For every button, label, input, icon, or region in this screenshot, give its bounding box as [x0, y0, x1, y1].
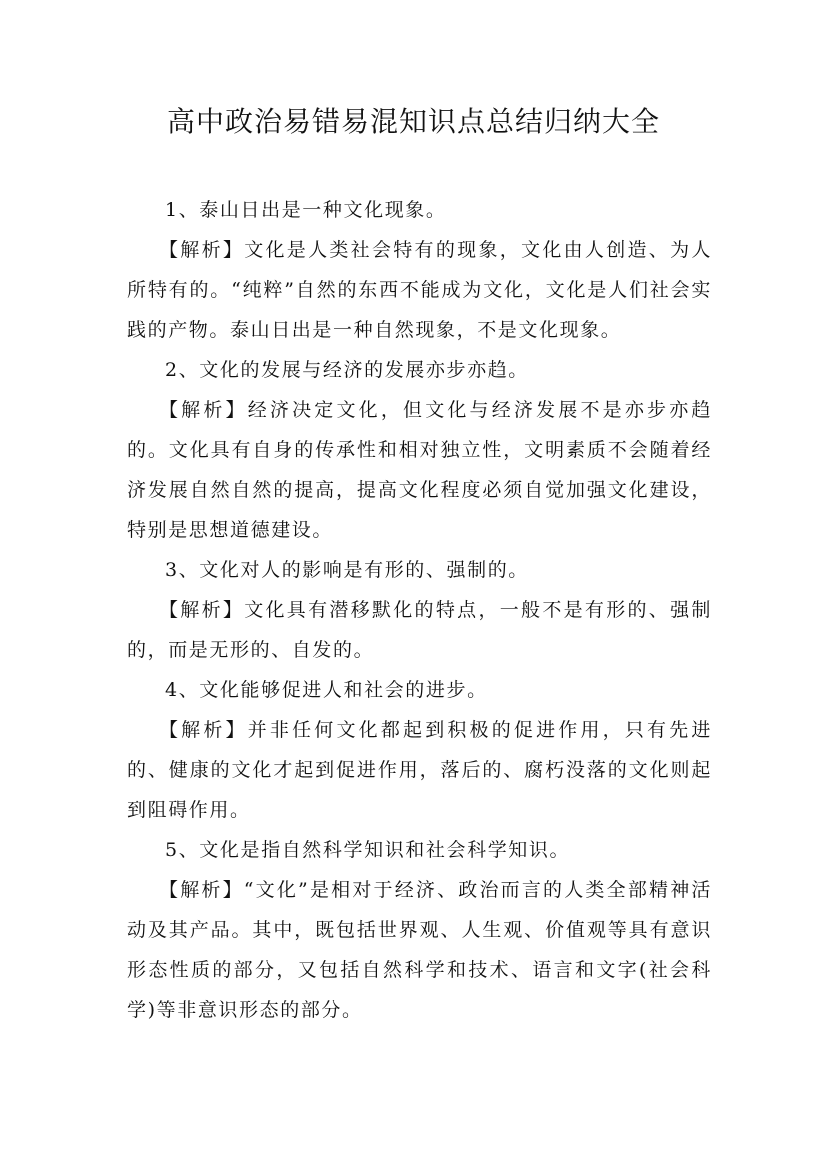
analysis-tag-4: 【解析】 [159, 719, 248, 741]
analysis-4 [127, 710, 712, 830]
analysis-text-1: 文化是人类社会特有的现象，文化由人创造、为人所特有的。“纯粹”自然的东西不能成为文化，文化是人们社会实践的产物。泰山日出是一种自然现象，不是文化现象。 [127, 239, 712, 341]
analysis-text-3: 文化具有潜移默化的特点，一般不是有形的、强制的，而是无形的、自发的。 [127, 599, 712, 661]
page-title: 高中政治易错易混知识点总结归纳大全 [166, 105, 660, 138]
analysis-tag-2: 【解析】 [159, 399, 248, 421]
question-5: 5、文化是指自然科学知识和社会科学知识。 [165, 839, 571, 861]
analysis-1 [127, 230, 712, 350]
question-4: 4、文化能够促进人和社会的进步。 [165, 679, 488, 701]
question-2: 2、文化的发展与经济的发展亦步亦趋。 [165, 359, 529, 381]
analysis-tag-5: 【解析】 [159, 879, 244, 901]
question-3: 3、文化对人的影响是有形的、强制的。 [165, 559, 529, 581]
analysis-text-4: 并非任何文化都起到积极的促进作用，只有先进的、健康的文化才起到促进作用，落后的、腐朽没落的文化则起到阻碍作用。 [127, 719, 712, 821]
analysis-text-2: 经济决定文化，但文化与经济发展不是亦步亦趋的。文化具有自身的传承性和相对独立性，文明素质不会随着经济发展自然自然的提高，提高文化程度必须自觉加强文化建设，特别是思想道德建设。 [127, 399, 712, 541]
question-1: 1、泰山日出是一种文化现象。 [165, 199, 447, 221]
analysis-3 [127, 590, 712, 670]
analysis-5 [127, 870, 712, 1030]
document-body [127, 190, 712, 1030]
analysis-tag-1: 【解析】 [159, 239, 245, 261]
analysis-2 [127, 390, 712, 550]
analysis-tag-3: 【解析】 [159, 599, 245, 621]
analysis-text-5: “文化”是相对于经济、政治而言的人类全部精神活动及其产品。其中，既包括世界观、人生观、价值观等具有意识形态性质的部分，又包括自然科学和技术、语言和文字(社会科学)等非意识形态的部分。 [127, 879, 712, 1021]
